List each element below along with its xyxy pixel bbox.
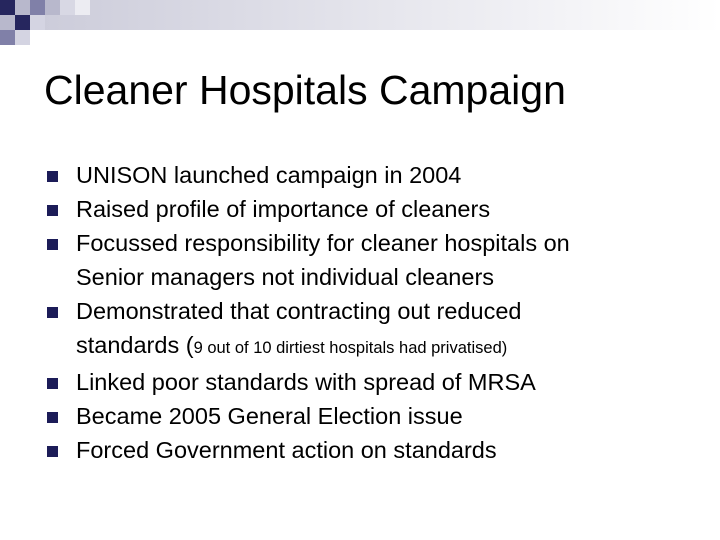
square-bullet-icon	[47, 307, 58, 318]
bullet-text: Forced Government action on standards	[76, 437, 497, 463]
square-bullet-icon	[47, 171, 58, 182]
bullet-text: Linked poor standards with spread of MRSA	[76, 369, 536, 395]
bullet-text-line1: Focussed responsibility for cleaner hospitals on	[76, 230, 570, 256]
square-bullet-icon	[47, 378, 58, 389]
square-bullet-icon	[47, 412, 58, 423]
bullet-note: 9 out of 10 dirtiest hospitals had privatised)	[193, 339, 508, 357]
bullet-item	[47, 433, 707, 467]
bullet-item	[47, 294, 707, 365]
bullet-text: Became 2005 General Election issue	[76, 403, 463, 429]
bullet-text-line2: Senior managers not individual cleaners	[76, 264, 495, 290]
square-bullet-icon	[47, 446, 58, 457]
bullet-text: Raised profile of importance of cleaners	[76, 196, 491, 222]
bullet-list	[47, 158, 707, 467]
bullet-item	[47, 192, 707, 226]
slide-title: Cleaner Hospitals Campaign	[44, 67, 566, 113]
bullet-text-line2: standards (	[76, 332, 194, 358]
bullet-text: UNISON launched campaign in 2004	[76, 162, 462, 188]
bullet-item	[47, 158, 707, 192]
bullet-item	[47, 365, 707, 399]
bullet-item	[47, 226, 707, 294]
bullet-text-line1: Demonstrated that contracting out reduced	[76, 298, 522, 324]
bullet-item	[47, 399, 707, 433]
checkered-header-decoration	[0, 0, 720, 50]
square-bullet-icon	[47, 239, 58, 250]
square-bullet-icon	[47, 205, 58, 216]
